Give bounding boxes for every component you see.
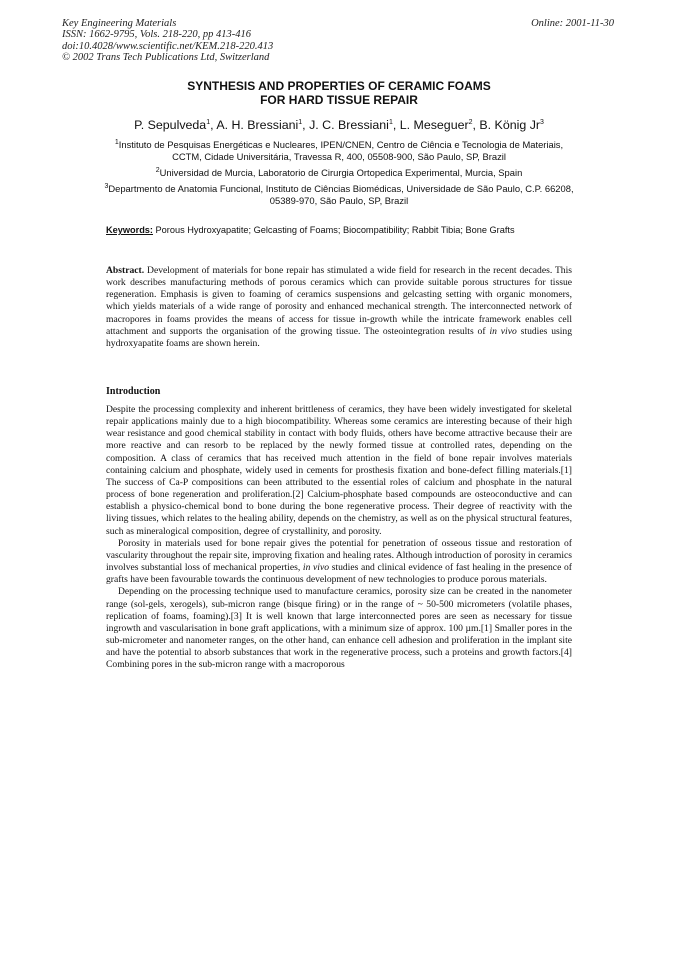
keywords	[106, 225, 570, 237]
author-1: P. Sepulveda$^1$,	[134, 118, 217, 132]
title-line-1: SYNTHESIS AND PROPERTIES OF CERAMIC FOAMS	[187, 79, 491, 93]
journal-header	[62, 18, 273, 64]
intro-paragraph-1: Despite the processing complexity and inherent brittleness of ceramics, they have been widely investigated for skeletal repair applications mainly due to a high biocompatibility. Whereas some ceramics are interesting because of their high wear resistance and good chemical stability in contact with body fluids, others have become attractive because their are more reactive and can resorb to be replaced by the newly formed tissue at controlled rates, depending on the composition. A class of ceramics that has received much attention in the field of bone repair involves materials containing calcium and phosphate, widely used in cements for prosthesis fixation and bone-defect filling materials.[1] The success of Ca-P compositions can been attributed to the essential roles of calcium and phosphate in the natural process of bone regeneration and proliferation.[2] Calcium-phosphate based compounds are osteoconductive and can establish a physico-chemical bond to bone during the bone regenerative process. Their degree of reactivity with the living tissues, which relates to the healing ability, depends on the chemistry, as well as on the physical structural features, such as mineralogical composition, degree of crystallinity, and porosity.	[106, 404, 572, 537]
author-list	[0, 118, 678, 132]
abstract: Abstract. Development of materials for bone repair has stimulated a wide field for research in the recent decades. This work describes manufacturing methods of porous ceramics which can provide suitable porous structures for tissue regeneration. Emphasis is given to foaming of ceramics suspensions and gelcasting setting with organic monomers, which yields materials of a wide range of porosity and enhanced mechanical strength. The interconnected network of macropores in foams provides the means of access for tissue in-growth while the intricate framework enables cell attachment and supports the organisation of the growing tissue. The osteointegration results of in vivo studies using hydroxyapatite foams are shown herein.	[106, 265, 572, 349]
intro-paragraph-3: Depending on the processing technique used to manufacture ceramics, porosity size can be created in the nanometer range (sol-gels, xerogels), sub-micron range (bisque firing) or in the range of ~ 50-500 micrometers (volatile phases, replication of foams, foaming).[3] It is well known that large interconnected pores are seen as necessary for tissue ingrowth and vascularisation in bone graft applications, with a minimum size of approx. 100 µm.[1] Smaller pores in the sub-micrometer and nanometer ranges, on the other hand, can enhance cell adhesion and proliferation in the implant site and have the potential to absorb substances that work in the regenerative process, such a proteins and growth factors.[4] Combining pores in the sub-micron range with a macroporous	[106, 586, 572, 671]
affiliation-2: $^2$Universidad de Murcia, Laboratorio de Cirurgia Ortopedica Experimental, Murcia, Spain	[155, 166, 523, 178]
title-line-2: FOR HARD TISSUE REPAIR	[260, 93, 418, 108]
introduction-body	[106, 404, 572, 671]
introduction-heading: Introduction	[106, 386, 161, 397]
paper-title	[0, 79, 678, 107]
doi-line: doi:10.4028/www.scientific.net/KEM.218-220.413	[62, 40, 274, 52]
author-2: A. H. Bressiani$^1$,	[216, 118, 310, 132]
online-date: Online: 2001-11-30	[531, 18, 614, 29]
copyright-line: © 2002 Trans Tech Publications Ltd, Switzerland	[62, 52, 270, 64]
author-3: J. C. Bressiani$^1$,	[309, 118, 400, 132]
keywords-label: Keywords:	[106, 225, 153, 235]
affiliation-1: $^1$Instituto de Pesquisas Energéticas e Nucleares, IPEN/CNEN, Centro de Ciência e Tecnologia de Materiais, CCTM, Cidade Universitária, Travessa R, 400, 05508-900, São Paulo, SP, Brazil	[114, 138, 564, 162]
affiliation-3: $^3$Departmento de Anatomia Funcional, Instituto de Ciências Biomédicas, Universidade de São Paulo, C.P. 66208, 05389-970, São Paulo, SP, Brazil	[104, 182, 574, 206]
journal-name: Key Engineering Materials	[62, 18, 177, 29]
abstract-label: Abstract.	[106, 265, 145, 276]
keywords-text: Porous Hydroxyapatite; Gelcasting of Foams; Biocompatibility; Rabbit Tibia; Bone Grafts	[155, 225, 515, 235]
author-4: L. Meseguer$^2$,	[399, 118, 480, 132]
intro-paragraph-2: Porosity in materials used for bone repair gives the potential for penetration of osseous tissue and restoration of vascularity throughout the repair site, improving fixation and healing rates. Although introduction of porosity in ceramics involves substantial loss of mechanical properties, in vivo studies and clinical evidence of fast healing in the presence of grafts have been favourable towards the continuous development of new technologies to produce porous materials.	[106, 537, 572, 586]
author-5: B. König Jr$^3$	[479, 118, 544, 132]
issn-line: ISSN: 1662-9795, Vols. 218-220, pp 413-416	[62, 29, 251, 41]
